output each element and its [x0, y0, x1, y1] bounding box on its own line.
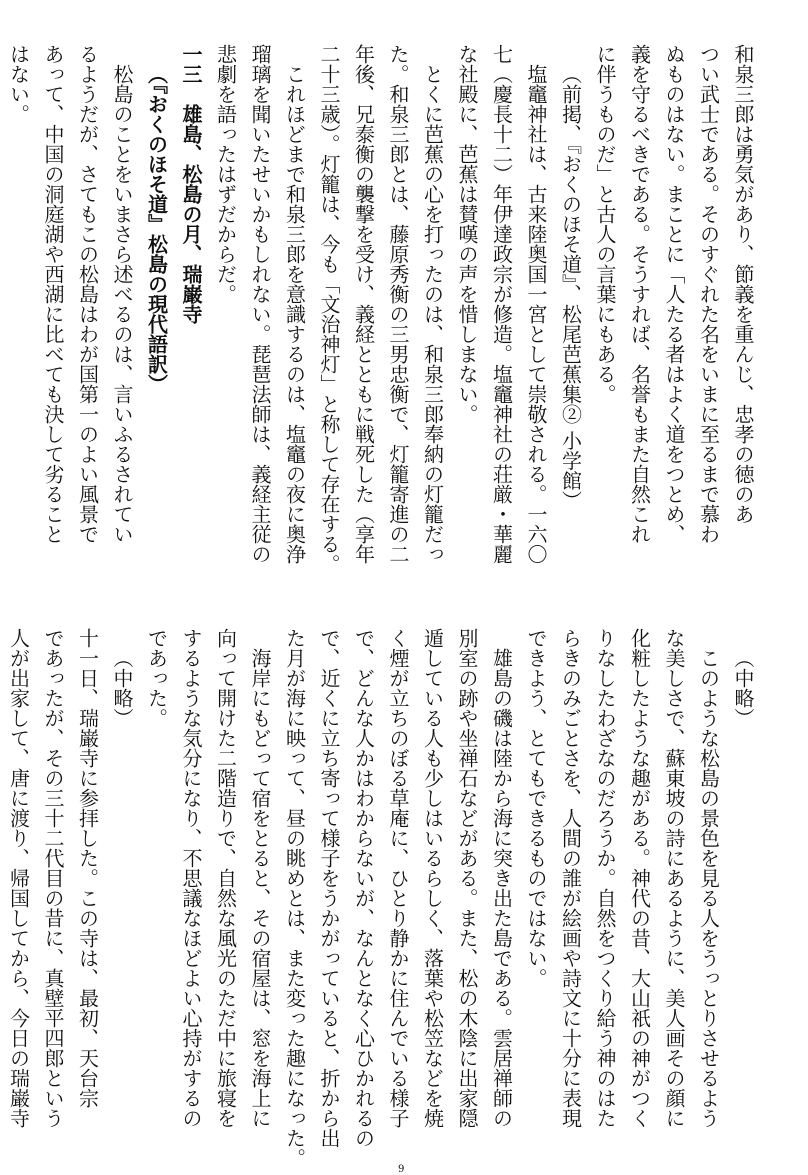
text-line: で、近くに立ち寄って様子をうかがっていると、折から出 [317, 628, 341, 1148]
commentary-line: 塩竈神社は、古来陸奥国一宮として崇敬される。一六〇 [524, 64, 548, 564]
text-line: するような気分になり、不思議なほどよい心持がするの [179, 628, 203, 1128]
text-line: 別室の跡や坐禅石などがある。また、松の木陰に出家隠 [455, 628, 479, 1128]
commentary-line: とくに芭蕉の心を打ったのは、和泉三郎奉納の灯籠だっ [420, 64, 445, 564]
text-line: 遁している人も少しはいるらしく、落葉や松笠などを焼 [420, 628, 445, 1128]
text-line: であった。 [144, 628, 169, 728]
text-line: あって、中国の洞庭湖や西湖に比べても決して劣ること [41, 44, 65, 544]
commentary-line: 年後、兄泰衡の襲撃を受け、義経とともに戦死した（享年 [351, 44, 376, 564]
text-line: 化粧したような趣がある。神代の昔、大山祇の神がつく [627, 628, 652, 1128]
commentary-line: これほどまで和泉三郎を意識するのは、塩竈の夜に奥浄 [282, 64, 307, 564]
text-line: に伴うものだ」と古人の言葉にもある。 [593, 44, 617, 404]
commentary-line: 二十三歳）。灯籠は、今も「文治神灯」と称して存在する。 [317, 44, 341, 574]
commentary-line: た。和泉三郎とは、藤原秀衡の三男忠衡で、灯籠寄進の二 [386, 44, 410, 564]
text-line: で、どんな人かはわからないが、なんとなく心ひかれるの [351, 628, 376, 1148]
page-number: 9 [398, 1164, 405, 1175]
text-line: るようだが、さてもこの松島はわが国第一のよい風景で [75, 44, 100, 544]
text-line: た月が海に映って、昼の眺めとは、また変った趣になった。 [282, 628, 307, 1168]
text-line: な美しさで、蘇東坡の詩にあるように、美人画その顔に [662, 628, 686, 1128]
text-line: 向って開けた二階造りで、自然な風光のただ中に旅寝を [213, 628, 238, 1128]
text-line: 海岸にもどって宿をとると、その宿屋は、窓を海上に [248, 648, 272, 1128]
text-line: 人が出家して、唐に渡り、帰国してから、今日の瑞巌寺 [6, 628, 31, 1128]
commentary-line: 瑠璃を聞いたせいかもしれない。琵琶法師は、義経主従の [248, 44, 272, 564]
text-line: 雄島の磯は陸から海に突き出た島である。雲居禅師の [489, 648, 514, 1128]
text-line: 十一日、瑞巌寺に参拝した。この寺は、最初、天台宗 [75, 628, 100, 1108]
upper-text-block [1, 44, 760, 584]
commentary-line: 悲劇を語ったはずだからだ。 [213, 44, 238, 304]
text-line: つい武士である。そのすぐれた名をいまに至るまで慕わ [696, 44, 721, 544]
ellipsis-marker: （中略） [110, 648, 134, 728]
ellipsis-marker: （中略） [731, 648, 755, 728]
text-line: であったが、その三十二代目の昔に、真壁平四郎という [41, 628, 65, 1128]
commentary-line: 七（慶長十二）年伊達政宗が修造。塩竈神社の荘厳・華麗 [489, 44, 514, 564]
section-subheading: （『おくのほそ道』松島の現代語訳） [144, 64, 169, 394]
lower-text-block [1, 628, 760, 1168]
section-heading: 一三 雄島、松島の月、瑞巌寺 [179, 44, 203, 324]
text-line: りなしたわざなのだろうか。自然をつくり給う神のはた [593, 628, 617, 1128]
source-note: （前掲、『おくのほそ道』、松尾芭蕉集② 小学館） [558, 64, 583, 511]
text-line: く煙が立ちのぼる草庵に、ひとり静かに住んでいる様子 [386, 628, 410, 1128]
text-line: はない。 [6, 44, 31, 124]
text-line: 松島のことをいまさら述べるのは、言いふるされてい [110, 64, 134, 544]
text-line: らきのみごとさを、人間の誰が絵画や詩文に十分に表現 [558, 628, 583, 1128]
text-line: できよう、とてもできるものではない。 [524, 628, 548, 988]
text-line: このような松島の景色を見る人をうっとりさせるよう [696, 648, 721, 1128]
text-line: ぬものはない。まことに「人たる者はよく道をつとめ、 [662, 44, 686, 544]
text-line: 和泉三郎は勇気があり、節義を重んじ、忠孝の徳のあ [731, 44, 755, 524]
text-line: 義を守るべきである。そうすれば、名誉もまた自然これ [627, 44, 652, 544]
commentary-line: な社殿に、芭蕉は賛嘆の声を惜しまない。 [455, 44, 479, 424]
